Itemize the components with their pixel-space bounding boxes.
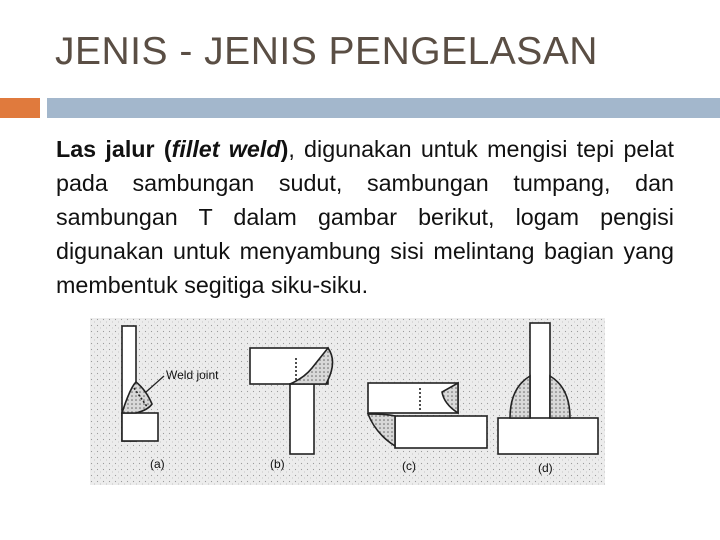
label-d: (d) [538,461,553,475]
slide-title: JENIS - JENIS PENGELASAN [55,30,598,73]
accent-bar-blue [47,98,720,118]
body-text: , digunakan untuk mengisi tepi pelat pada sambungan sudut, sambungan tumpang, dan sambungan T dalam gambar berikut, logam pengisi digunakan untuk menyambung sisi melintang bagian yang membentuk segitiga siku-siku. [56,136,674,298]
term-italic: fillet weld [171,136,281,162]
term-label: Las jalur ( [56,136,172,162]
label-a: (a) [150,457,165,471]
label-b: (b) [270,457,285,471]
accent-bar-orange [0,98,40,118]
callout-label: Weld joint [166,368,219,382]
fillet-weld-diagram [90,318,605,485]
term-close: ) [280,136,289,162]
fillet-weld-figure [90,318,605,485]
label-c: (c) [402,459,416,473]
body-paragraph [56,132,674,302]
